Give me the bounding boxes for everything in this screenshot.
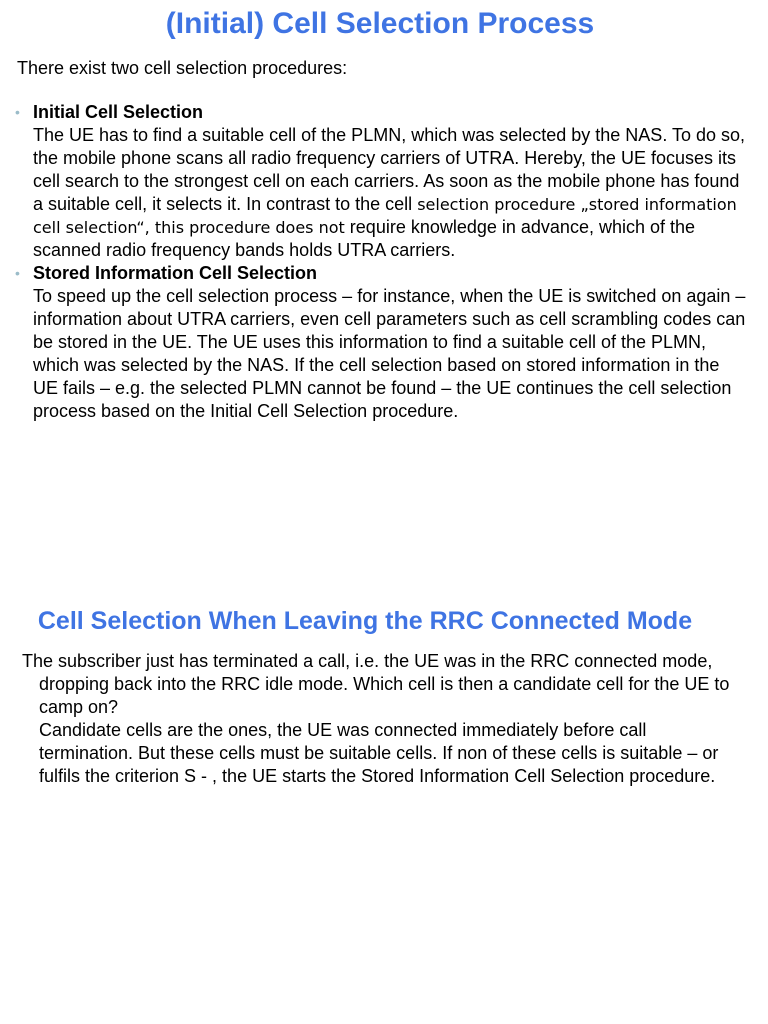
bullet-heading: Initial Cell Selection: [33, 102, 204, 122]
bullet-icon: •: [15, 104, 20, 120]
list-item-stored-information-cell-selection: [0, 262, 768, 423]
bullet-body-end: require knowledge in advance, which of the scanned radio frequency bands holds UTRA carriers.: [33, 217, 696, 260]
procedure-list: [0, 101, 768, 423]
section-title: Cell Selection When Leaving the RRC Connected Mode: [37, 607, 693, 635]
section-paragraph-1: The subscriber just has terminated a call, i.e. the UE was in the RRC connected mode, dropping back into the RRC idle mode. Which cell is then a candidate cell for the UE to camp on?: [22, 651, 730, 717]
bullet-body-emphasis: selection procedure „stored information cell selection“, this procedure does not: [33, 195, 737, 237]
intro-text: There exist two cell selection procedures:: [17, 58, 348, 78]
bullet-body: [33, 124, 748, 262]
bullet-heading: Stored Information Cell Selection: [33, 263, 318, 283]
bullet-icon: •: [15, 265, 20, 281]
section-body: [22, 650, 742, 788]
slide-title: (Initial) Cell Selection Process: [165, 7, 595, 40]
bullet-body-start: The UE has to find a suitable cell of the PLMN, which was selected by the NAS. To do so, the mobile phone scans all radio frequency carriers of UTRA. Hereby, the UE focuses its cell search to the strongest cell on each carriers. As soon as the mobile phone has found a suitable cell, it selects it. In contrast to the cell: [33, 125, 746, 214]
bullet-body: To speed up the cell selection process – for instance, when the UE is switched on again – information about UTRA carriers, even cell parameters such as cell scrambling codes can be stored in the UE. The UE uses this information to find a suitable cell of the PLMN, which was selected by the NAS. If the cell selection based on stored information in the UE fails – e.g. the selected PLMN cannot be found – the UE continues the cell selection process based on the Initial Cell Selection procedure.: [33, 286, 746, 421]
list-item-initial-cell-selection: [0, 101, 768, 262]
section-paragraph-2: Candidate cells are the ones, the UE was connected immediately before call termination. But these cells must be suitable cells. If non of these cells is suitable – or fulfils the criterion S - , the UE starts the Stored Information Cell Selection procedure.: [39, 720, 719, 786]
